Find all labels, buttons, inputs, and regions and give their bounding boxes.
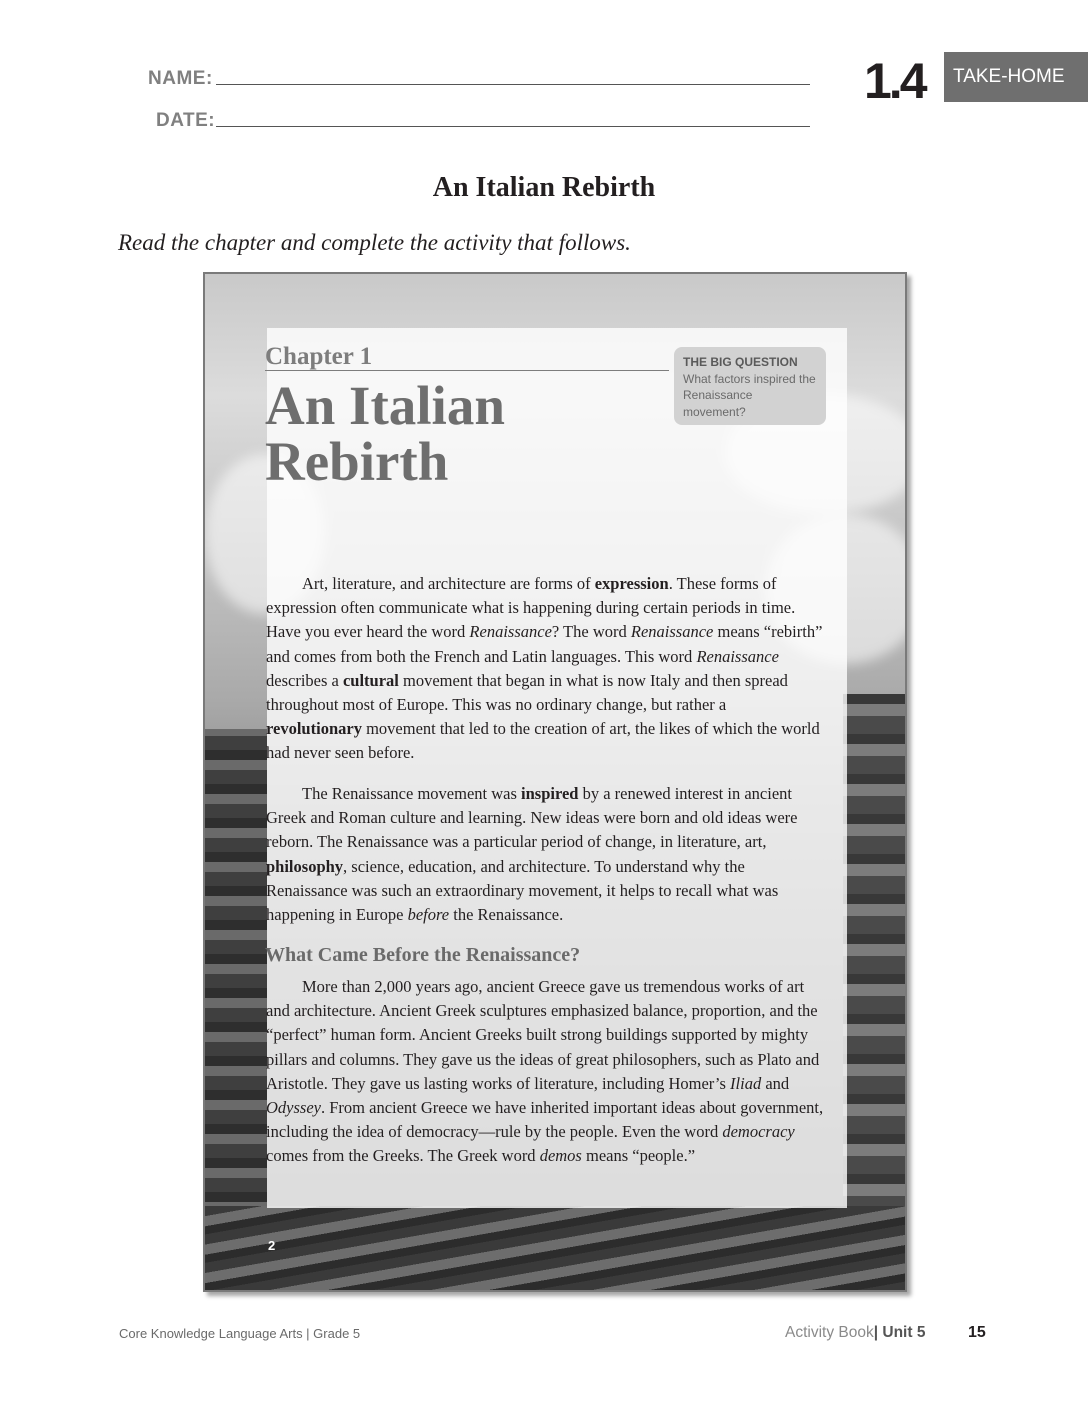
- chapter-title-line1: An Italian: [265, 375, 505, 436]
- paragraph-2: The Renaissance movement was inspired by a renewed interest in ancient Greek and Roman culture and learning. New ideas were born and old ideas were reborn. The Renaissance was a particular period of change, in literature, art, philosophy, science, education, and architecture. To understand why the Renaissance was such an extraordinary movement, it helps to recall what was happening in Europe before the Renaissance.: [266, 784, 798, 925]
- chapter-title-line2: Rebirth: [265, 431, 449, 492]
- section-subheading: What Came Before the Renaissance?: [265, 944, 581, 966]
- date-label: DATE:: [156, 110, 216, 131]
- footer-series: Core Knowledge Language Arts | Grade 5: [119, 1326, 361, 1341]
- chapter-label: Chapter 1: [265, 343, 373, 370]
- chapter-rule: [265, 370, 669, 371]
- book-page-number: 2: [268, 1238, 276, 1253]
- footer-page-number: 15: [968, 1324, 986, 1341]
- page-title: An Italian Rebirth: [432, 172, 656, 203]
- paragraph-3: More than 2,000 years ago, ancient Greece gave us tremendous works of art and architecture. Ancient Greek sculptures emphasized balance, proportion, and the “perfect” human form. Ancient Greeks built strong buildings supported by mighty pillars and columns. They gave us the ideas of great philosophers, such as Plato and Aristotle. They gave us lasting works of literature, including Homer’s Iliad and Odyssey. From ancient Greece we have inherited important ideas about government, including the idea of democracy—rule by the people. Even the word democracy comes from the Greeks. The Greek word demos means “people.”: [266, 977, 824, 1166]
- chapter-title: [265, 375, 505, 492]
- big-question-text: What factors inspired the Renaissance movement?: [683, 371, 816, 419]
- instructions: Read the chapter and complete the activity that follows.: [118, 230, 631, 255]
- lesson-number: 1.4: [864, 53, 925, 109]
- name-label: NAME:: [148, 68, 213, 89]
- name-line[interactable]: [216, 84, 810, 85]
- footer-book-title: Activity Book: [785, 1324, 874, 1341]
- paragraph-1: Art, literature, and architecture are forms of expression. These forms of expression often communicate what is happening during certain periods in time. Have you ever heard the word Renaissance? The word Renaissance means “rebirth” and comes from both the French and Latin languages. This word Renaissance describes a cultural movement that began in what is now Italy and then spread throughout most of Europe. This was no ordinary change, but rather a revolutionary movement that led to the creation of art, the likes of which the world had never seen before.: [266, 574, 823, 763]
- colosseum-ruins-right: [843, 694, 905, 1292]
- footer-book: [785, 1324, 925, 1342]
- big-question-box: [674, 347, 826, 425]
- colosseum-ruins-bottom: [205, 1206, 907, 1290]
- big-question-heading: THE BIG QUESTION: [683, 355, 798, 369]
- date-line[interactable]: [216, 126, 810, 127]
- take-home-tag: TAKE-HOME: [944, 52, 1088, 102]
- footer-unit: | Unit 5: [873, 1324, 926, 1341]
